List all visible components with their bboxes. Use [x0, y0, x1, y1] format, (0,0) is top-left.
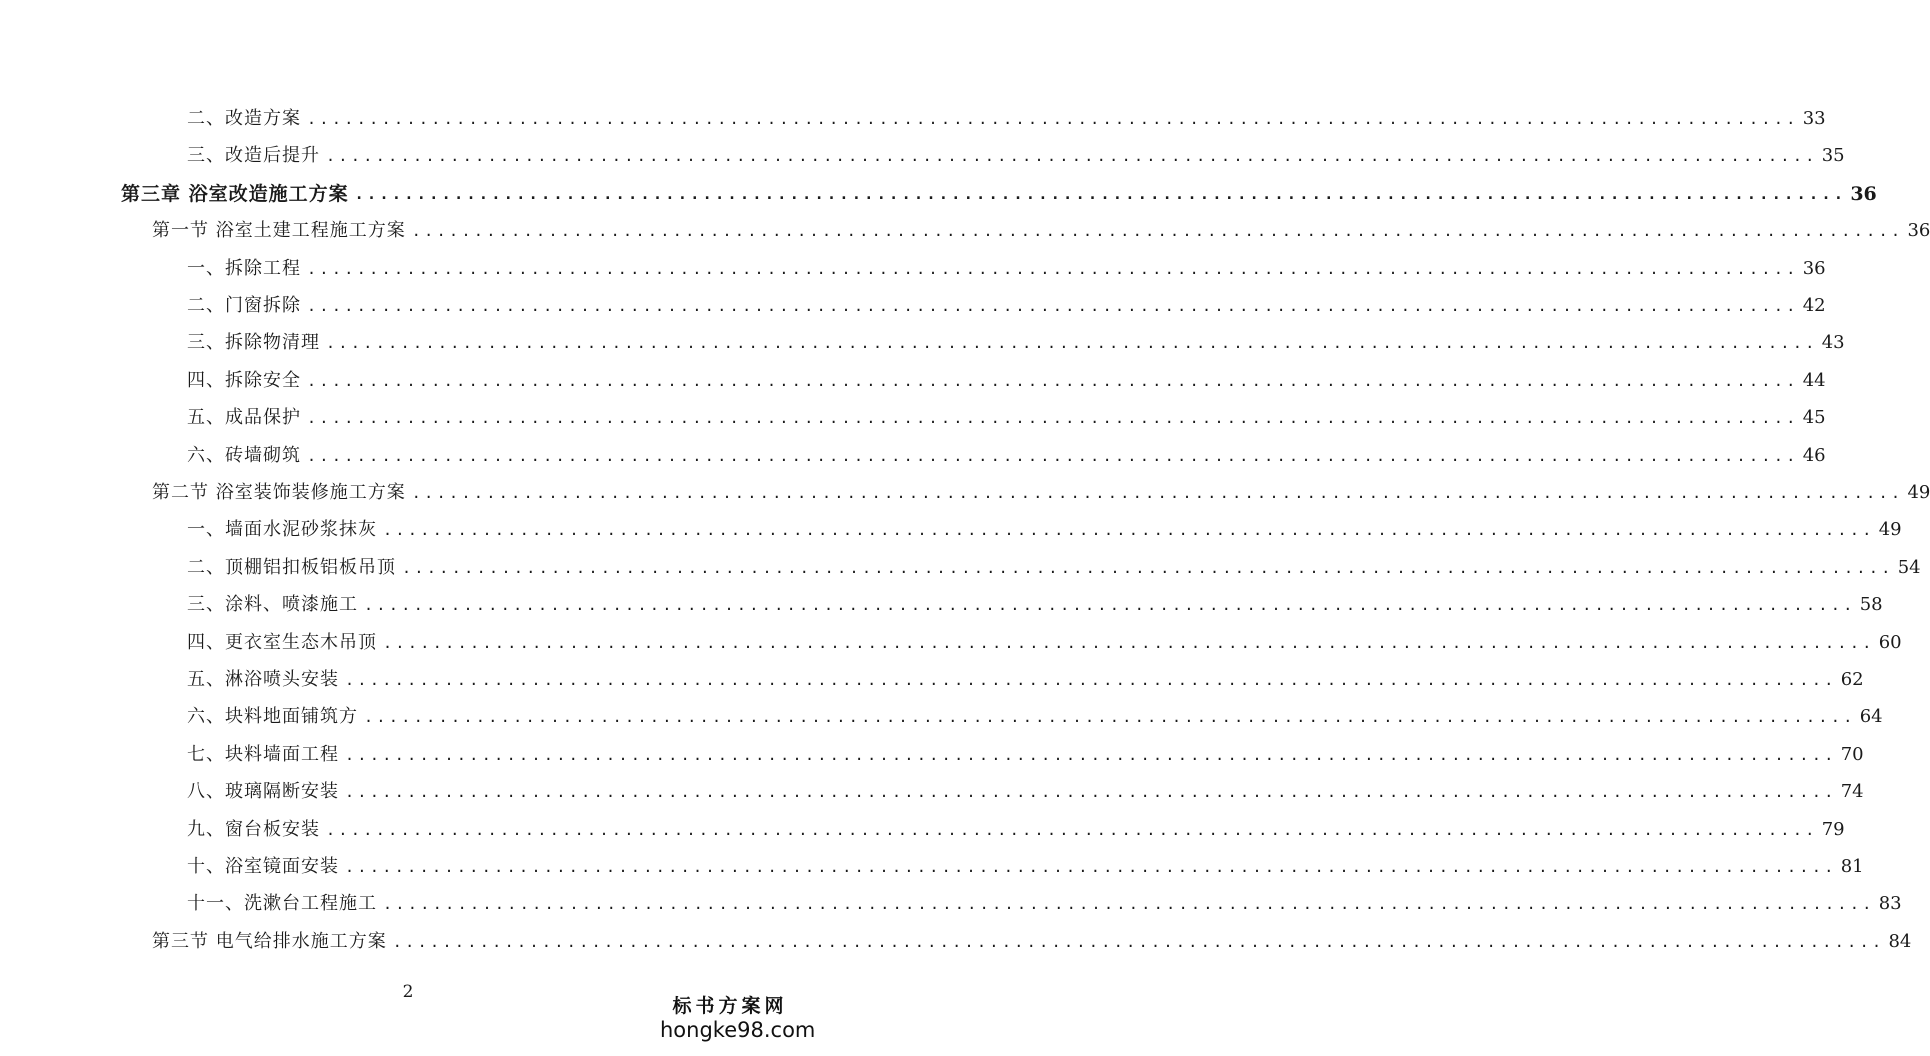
toc-entry-title: 第三节 电气给排水施工方案	[152, 930, 387, 952]
toc-entry	[187, 403, 1826, 433]
toc-entry	[187, 441, 1826, 471]
toc-entry	[187, 515, 1902, 545]
toc-dot-leader: ........................................................................................................................	[383, 633, 1875, 652]
toc-entry	[152, 216, 1930, 246]
toc-dot-leader: ........................................................................................................................	[392, 932, 1885, 951]
toc-entry	[187, 141, 1845, 171]
toc-entry-page: 84	[1888, 930, 1912, 952]
toc-entry-page: 74	[1840, 781, 1864, 803]
toc-entry-title: 六、砖墙砌筑	[187, 444, 301, 466]
toc-entry-page: 83	[1878, 893, 1902, 915]
toc-entry-title: 六、块料地面铺筑方	[187, 706, 358, 728]
toc-entry-title: 三、拆除物清理	[187, 332, 320, 354]
toc-entry	[187, 740, 1864, 770]
toc-dot-leader: ........................................................................................................................	[364, 708, 1856, 727]
toc-entry-page: 64	[1859, 706, 1883, 728]
toc-entry-title: 十一、洗漱台工程施工	[187, 893, 377, 915]
toc-entry	[187, 628, 1902, 658]
toc-entry-title: 第一节 浴室土建工程施工方案	[152, 220, 406, 242]
toc-dot-leader: ........................................................................................................................	[383, 521, 1875, 540]
toc-entry-page: 43	[1821, 332, 1845, 354]
toc-entry-page: 36	[1850, 182, 1877, 205]
toc-entry	[187, 815, 1845, 845]
toc-dot-leader: ........................................................................................................................	[307, 110, 1799, 128]
toc-entry-title: 第二节 浴室装饰装修施工方案	[152, 482, 406, 503]
toc-entry-title: 一、墙面水泥砂浆抹灰	[187, 519, 377, 541]
toc-entry-title: 四、拆除安全	[187, 369, 301, 391]
toc-entry	[187, 590, 1883, 620]
toc-dot-leader: ........................................................................................................................	[345, 745, 1837, 764]
toc-entry	[187, 702, 1883, 732]
toc-entry	[187, 254, 1826, 284]
toc-dot-leader: ........................................................................................................................	[402, 558, 1894, 577]
toc-entry-title: 二、门窗拆除	[187, 295, 301, 316]
toc-dot-leader: ........................................................................................................................	[326, 820, 1818, 839]
toc-dot-leader: ........................................................................................................................	[383, 895, 1875, 914]
toc-entry	[121, 179, 1877, 209]
toc-entry-page: 36	[1802, 257, 1826, 279]
toc-dot-leader: ........................................................................................................................	[326, 147, 1818, 166]
toc-dot-leader: ........................................................................................................................	[411, 222, 1904, 241]
toc-entry-title: 九、窗台板安装	[187, 818, 320, 840]
toc-entry-page: 33	[1802, 108, 1826, 129]
toc-entry-title: 八、玻璃隔断安装	[187, 781, 339, 803]
toc-entry	[187, 665, 1864, 695]
toc-entry	[187, 777, 1864, 807]
toc-entry	[187, 852, 1864, 882]
toc-dot-leader: ........................................................................................................................	[307, 259, 1799, 278]
toc-dot-leader: ........................................................................................................................	[345, 671, 1837, 689]
toc-dot-leader: ........................................................................................................................	[307, 446, 1799, 465]
toc-entry	[187, 291, 1826, 321]
toc-dot-leader: ........................................................................................................................	[345, 858, 1837, 876]
toc-entry-title: 五、成品保护	[187, 407, 301, 429]
toc-entry	[187, 366, 1826, 396]
toc-entry-title: 三、涂料、喷漆施工	[187, 594, 358, 616]
toc-entry-page: 81	[1840, 856, 1864, 877]
toc-entry	[187, 553, 1921, 583]
toc-entry-page: 49	[1878, 519, 1902, 541]
toc-entry	[152, 478, 1930, 508]
toc-dot-leader: ........................................................................................................................	[307, 297, 1799, 315]
toc-entry-page: 54	[1897, 556, 1921, 578]
watermark-brand: 标书方案网	[672, 995, 788, 1017]
toc-entry-title: 十、浴室镜面安装	[187, 856, 339, 877]
toc-entry-page: 60	[1878, 631, 1902, 653]
toc-entry-page: 35	[1821, 145, 1845, 167]
toc-entry-title: 七、块料墙面工程	[187, 743, 339, 765]
toc-dot-leader: ........................................................................................................................	[307, 371, 1799, 390]
toc-dot-leader: ........................................................................................................................	[307, 409, 1799, 428]
toc-entry	[187, 328, 1845, 358]
toc-dot-leader: ........................................................................................................................	[364, 596, 1856, 615]
toc-entry	[152, 927, 1912, 957]
toc-dot-leader: ........................................................................................................................	[326, 334, 1818, 353]
toc-entry-page: 45	[1802, 407, 1826, 429]
toc-entry-page: 49	[1907, 482, 1930, 503]
toc-entry-page: 70	[1840, 743, 1864, 765]
toc-entry-title: 二、改造方案	[187, 108, 301, 129]
toc-dot-leader: ........................................................................................................................	[411, 484, 1904, 502]
watermark-logo	[660, 994, 816, 1042]
toc-entry-page: 62	[1840, 669, 1864, 690]
toc-entry-page: 58	[1859, 594, 1883, 616]
page-number: 2	[402, 982, 414, 1002]
toc-entry-title: 四、更衣室生态木吊顶	[187, 631, 377, 653]
toc-entry-page: 42	[1802, 295, 1826, 316]
toc-dot-leader: ........................................................................................................................	[354, 184, 1847, 203]
toc-entry-page: 79	[1821, 818, 1845, 840]
watermark-url: hongke98.com	[660, 1018, 816, 1042]
toc-entry-page: 36	[1907, 220, 1930, 242]
toc-entry-title: 一、拆除工程	[187, 257, 301, 279]
toc-entry-title: 五、淋浴喷头安装	[187, 669, 339, 690]
toc-entry-title: 第三章 浴室改造施工方案	[121, 182, 349, 205]
toc-entry-page: 44	[1802, 369, 1826, 391]
toc-entry	[187, 889, 1902, 919]
toc-dot-leader: ........................................................................................................................	[345, 783, 1837, 802]
toc-entry	[187, 104, 1826, 134]
toc-entry-page: 46	[1802, 444, 1826, 466]
toc-entry-title: 三、改造后提升	[187, 145, 320, 167]
toc-entry-title: 二、顶棚铝扣板铝板吊顶	[187, 556, 396, 578]
